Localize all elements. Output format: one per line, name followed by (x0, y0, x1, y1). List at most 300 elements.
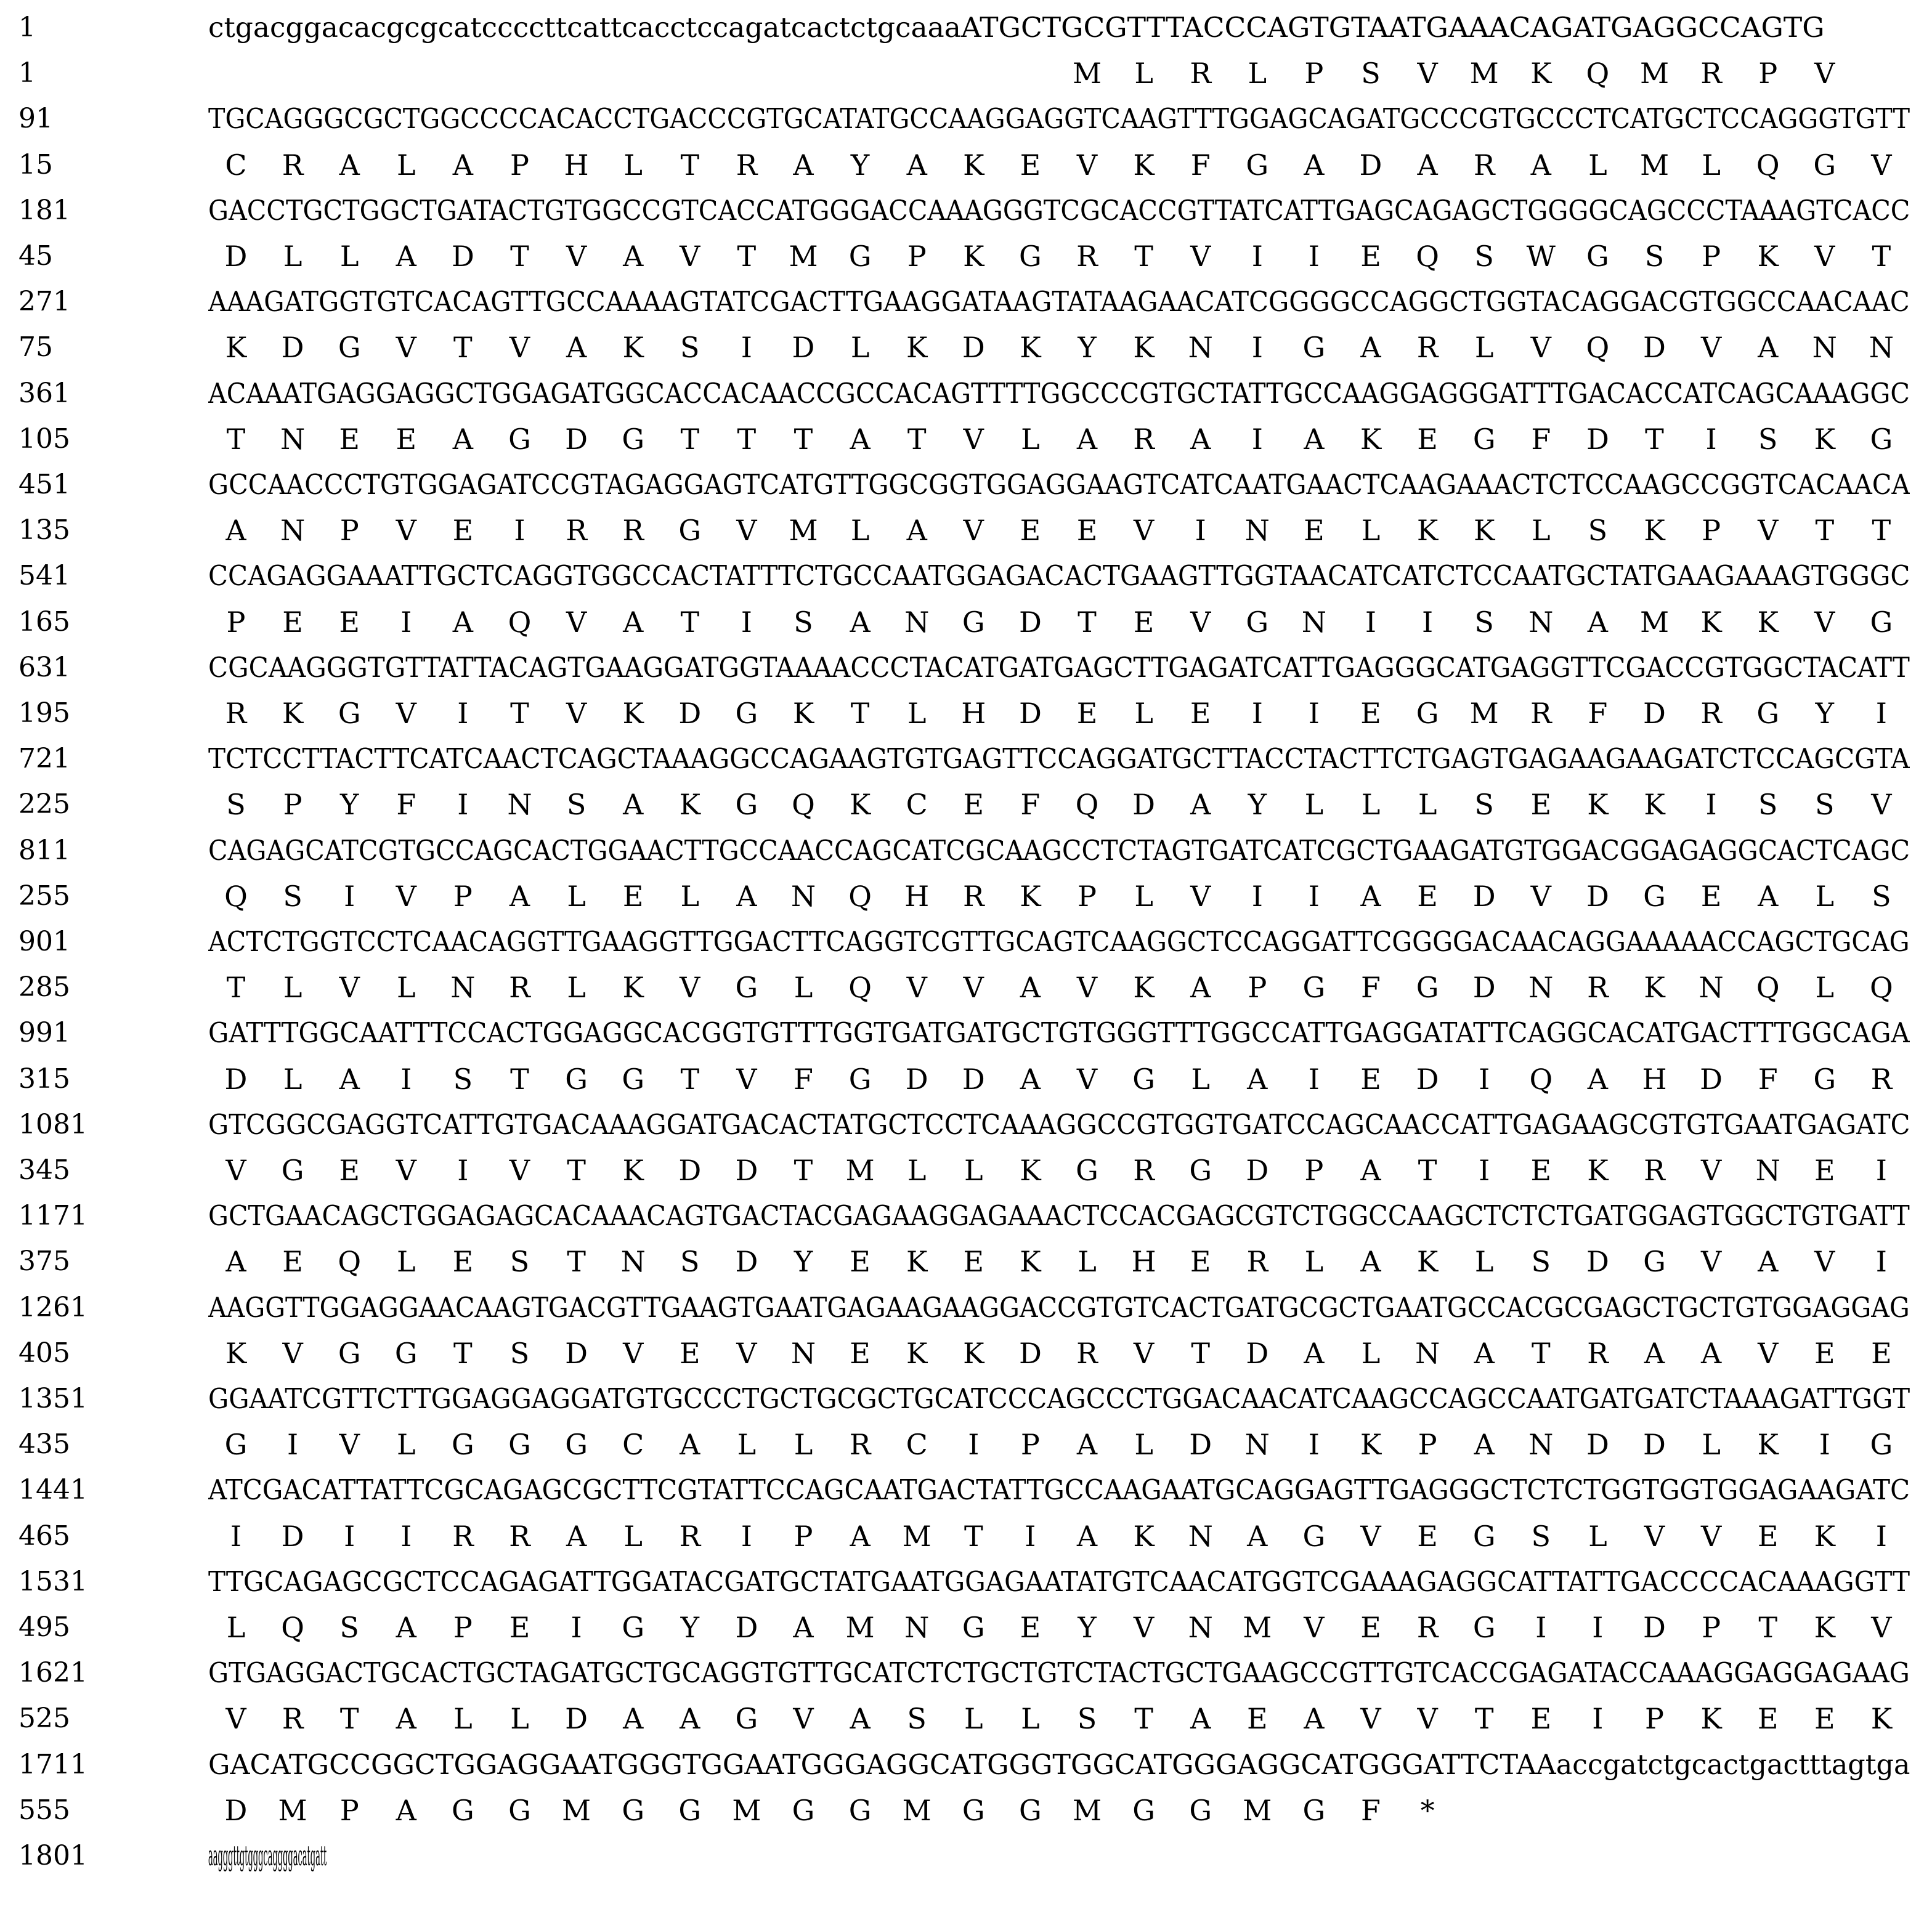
amino-acid: K (282, 697, 304, 730)
amino-acid: R (1416, 331, 1439, 365)
amino-acid: A (1758, 1245, 1779, 1279)
amino-acid: K (1474, 514, 1495, 548)
amino-acid: V (1360, 1519, 1381, 1553)
amino-acid: V (1700, 331, 1722, 365)
amino-acid: Q (792, 788, 815, 822)
amino-acid: P (794, 1519, 813, 1553)
amino-acid: V (1758, 514, 1779, 548)
amino-acid: N (790, 879, 816, 913)
amino-acid: L (1021, 422, 1040, 456)
amino-acid: K (1587, 1154, 1609, 1187)
amino-acid: N (1188, 1519, 1213, 1553)
amino-acid: R (1870, 1062, 1893, 1096)
amino-acid: R (1587, 971, 1609, 1005)
amino-acid: I (514, 514, 526, 548)
amino-acid: M (1072, 57, 1102, 91)
amino-acid: L (794, 971, 813, 1005)
nucleotide-position: 361 (18, 377, 70, 409)
amino-acid: G (565, 1062, 588, 1096)
amino-acid: S (566, 788, 586, 822)
amino-acid: P (283, 788, 302, 822)
amino-acid: M (562, 1793, 591, 1827)
residue-position: 1 (18, 57, 36, 89)
amino-acid: L (397, 1245, 416, 1279)
amino-acid: M (902, 1793, 932, 1827)
amino-acid: A (680, 1428, 700, 1462)
nucleotide-position: 721 (18, 743, 70, 775)
amino-acid: N (280, 422, 306, 456)
amino-acid: E (1360, 697, 1381, 730)
amino-acid: I (344, 1519, 355, 1553)
residue-position: 405 (18, 1337, 70, 1369)
amino-acid: L (907, 1154, 927, 1187)
amino-acid: G (1246, 148, 1269, 182)
amino-acid: Y (340, 788, 359, 822)
nucleotide-position: 181 (18, 194, 70, 226)
amino-acid: D (1018, 605, 1042, 639)
amino-acid: L (1588, 1519, 1607, 1553)
residue-position: 525 (18, 1703, 70, 1735)
amino-acid: G (224, 1428, 248, 1462)
amino-acid: L (1191, 1062, 1210, 1096)
amino-acid: G (394, 1336, 418, 1370)
amino-acid: N (1188, 1611, 1213, 1644)
amino-acid: I (1195, 514, 1206, 548)
amino-acid: T (1872, 240, 1891, 273)
amino-acid: R (1133, 1154, 1155, 1187)
residue-position: 135 (18, 514, 70, 546)
amino-acid: V (396, 1154, 416, 1187)
amino-acid: G (452, 1428, 474, 1462)
amino-acid: R (1700, 697, 1722, 730)
amino-acid: E (1417, 422, 1438, 456)
amino-acid: D (281, 331, 304, 365)
amino-acid: S (1758, 788, 1778, 822)
amino-acid: G (1416, 971, 1439, 1005)
amino-acid: N (1528, 1428, 1554, 1462)
amino-acid: N (1244, 1428, 1270, 1462)
amino-acid: V (1871, 1611, 1892, 1644)
amino-acid: G (508, 1793, 531, 1827)
protein-row (0, 873, 1932, 919)
amino-acid: G (962, 605, 985, 639)
protein-row (0, 1056, 1932, 1102)
amino-acid: E (509, 1611, 530, 1644)
dna-sequence: TCTCCTTACTTCATCAACTCAGCTAAAGGCCAGAAGTGTGAGTTCCAGGATGCTTACCTACTTCTGAGTGAGAAGAAGATCTCCAGCGTA (208, 742, 1910, 776)
amino-acid: K (1133, 331, 1155, 365)
amino-acid: L (737, 1428, 757, 1462)
amino-acid: N (1188, 331, 1213, 365)
dna-row (0, 736, 1932, 782)
amino-acid: K (906, 1245, 928, 1279)
amino-acid: Q (1416, 240, 1439, 273)
amino-acid: N (1699, 971, 1724, 1005)
amino-acid: Y (680, 1611, 699, 1644)
amino-acid: H (1131, 1245, 1156, 1279)
amino-acid: S (1077, 1702, 1097, 1736)
amino-acid: G (1132, 1062, 1155, 1096)
amino-acid: V (736, 514, 757, 548)
nucleotide-position: 1531 (18, 1565, 87, 1597)
amino-acid: I (400, 605, 412, 639)
amino-acid: R (1133, 422, 1155, 456)
dna-row (0, 1742, 1932, 1788)
amino-acid: S (1758, 422, 1778, 456)
amino-acid: V (680, 971, 700, 1005)
amino-acid: T (1474, 1702, 1494, 1736)
amino-acid: N (450, 971, 476, 1005)
dna-row (0, 188, 1932, 233)
protein-row (0, 508, 1932, 553)
amino-acid: D (1018, 1336, 1042, 1370)
amino-acid: D (224, 1793, 248, 1827)
amino-acid: A (623, 240, 644, 273)
amino-acid: K (1587, 788, 1609, 822)
amino-acid: D (1472, 971, 1496, 1005)
amino-acid: I (344, 879, 355, 913)
amino-acid: I (1251, 879, 1263, 913)
protein-row (0, 1239, 1932, 1284)
amino-acid: M (902, 1519, 932, 1553)
amino-acid: G (1132, 1793, 1155, 1827)
amino-acid: N (1301, 605, 1327, 639)
dna-row (0, 1102, 1932, 1148)
amino-acid: E (1530, 788, 1552, 822)
amino-acid: K (622, 697, 644, 730)
amino-acid: A (1076, 1428, 1098, 1462)
amino-acid: H (904, 879, 930, 913)
amino-acid: V (1076, 971, 1098, 1005)
amino-acid: V (1133, 1336, 1155, 1370)
nucleotide-position: 991 (18, 1017, 70, 1049)
amino-acid: Q (338, 1245, 362, 1279)
amino-acid: D (1643, 1428, 1666, 1462)
amino-acid: S (1531, 1519, 1551, 1553)
amino-acid: L (1361, 514, 1381, 548)
amino-acid: F (1361, 1793, 1381, 1827)
amino-acid: K (1530, 57, 1552, 91)
residue-position: 465 (18, 1520, 70, 1552)
protein-row (0, 1514, 1932, 1559)
amino-acid: A (509, 879, 530, 913)
dna-sequence: GACATGCCGGCTGGAGGAATGGGTGGAATGGGAGGCATGGGTGGCATGGGAGGCATGGGATTCTAAaccgatctgcactgactttagtga (208, 1748, 1910, 1781)
amino-acid: V (396, 879, 416, 913)
amino-acid: G (962, 1793, 985, 1827)
amino-acid: K (622, 331, 644, 365)
amino-acid: R (566, 514, 587, 548)
amino-acid: L (1815, 879, 1835, 913)
amino-acid: I (457, 697, 469, 730)
amino-acid: A (906, 514, 927, 548)
amino-acid: Q (224, 879, 248, 913)
amino-acid: K (1133, 1519, 1155, 1553)
amino-acid: K (1360, 1428, 1382, 1462)
amino-acid: V (1133, 514, 1155, 548)
nucleotide-position: 1 (18, 12, 36, 43)
amino-acid: A (850, 1702, 871, 1736)
amino-acid: N (507, 788, 532, 822)
amino-acid: N (904, 1611, 930, 1644)
amino-acid: K (1814, 422, 1835, 456)
amino-acid: E (1814, 1702, 1835, 1736)
amino-acid: V (736, 1062, 757, 1096)
amino-acid: H (1642, 1062, 1667, 1096)
amino-acid: E (1076, 514, 1098, 548)
amino-acid: K (906, 331, 928, 365)
amino-acid: I (457, 788, 469, 822)
amino-acid: D (1359, 148, 1382, 182)
amino-acid: E (339, 422, 360, 456)
amino-acid: E (1020, 148, 1041, 182)
amino-acid: Y (1248, 788, 1267, 822)
amino-acid: M (1469, 57, 1499, 91)
nucleotide-position: 91 (18, 103, 53, 135)
amino-acid: G (735, 697, 758, 730)
amino-acid: V (1417, 1702, 1438, 1736)
amino-acid: R (1190, 57, 1211, 91)
amino-acid: C (906, 1428, 928, 1462)
amino-acid: A (1190, 971, 1211, 1005)
amino-acid: N (1244, 514, 1270, 548)
amino-acid: V (396, 697, 416, 730)
amino-acid: I (1479, 1062, 1490, 1096)
amino-acid: A (396, 1702, 416, 1736)
amino-acid: M (1243, 1611, 1272, 1644)
amino-acid: T (680, 605, 700, 639)
amino-acid: V (1758, 1336, 1779, 1370)
amino-acid: I (1875, 1519, 1887, 1553)
amino-acid: E (339, 605, 360, 639)
amino-acid: V (509, 1154, 530, 1187)
amino-acid: A (452, 422, 473, 456)
amino-acid: A (225, 1245, 246, 1279)
nucleotide-position: 541 (18, 560, 70, 592)
protein-row (0, 1696, 1932, 1741)
amino-acid: A (566, 331, 587, 365)
amino-acid: E (1360, 1611, 1381, 1644)
amino-acid: N (1528, 605, 1554, 639)
amino-acid: L (850, 331, 870, 365)
amino-acid: V (282, 1336, 303, 1370)
amino-acid: D (1643, 331, 1666, 365)
protein-row (0, 1788, 1932, 1833)
amino-acid: V (680, 240, 700, 273)
amino-acid: G (1813, 148, 1837, 182)
amino-acid: R (1644, 1154, 1665, 1187)
amino-acid: A (1304, 422, 1325, 456)
amino-acid: D (565, 1702, 588, 1736)
amino-acid: V (1814, 240, 1835, 273)
amino-acid: E (1190, 697, 1211, 730)
amino-acid: V (1133, 1611, 1155, 1644)
amino-acid: E (1020, 514, 1041, 548)
amino-acid: A (1020, 971, 1041, 1005)
amino-acid: K (225, 1336, 247, 1370)
amino-acid: G (508, 1428, 531, 1462)
dna-row (0, 553, 1932, 599)
protein-row (0, 691, 1932, 736)
amino-acid: T (453, 331, 473, 365)
amino-acid: Q (1586, 57, 1610, 91)
amino-acid: A (225, 514, 246, 548)
amino-acid: R (1587, 1336, 1609, 1370)
amino-acid: K (1757, 240, 1779, 273)
residue-position: 165 (18, 606, 70, 638)
amino-acid: K (963, 240, 984, 273)
amino-acid: Y (1078, 1611, 1097, 1644)
amino-acid: S (1531, 1245, 1551, 1279)
amino-acid: S (453, 1062, 473, 1096)
amino-acid: P (1304, 1154, 1324, 1187)
amino-acid: I (1535, 1611, 1547, 1644)
amino-acid: Y (794, 1245, 813, 1279)
amino-acid: I (1251, 697, 1263, 730)
amino-acid: I (570, 1611, 582, 1644)
amino-acid: G (622, 1611, 645, 1644)
amino-acid: A (1587, 605, 1608, 639)
amino-acid: E (1814, 1336, 1835, 1370)
amino-acid: G (1019, 240, 1042, 273)
amino-acid: G (735, 971, 758, 1005)
amino-acid: G (962, 1611, 985, 1644)
amino-acid: I (741, 331, 752, 365)
amino-acid: D (1643, 697, 1666, 730)
amino-acid: G (1416, 697, 1439, 730)
amino-acid: E (1757, 1519, 1779, 1553)
amino-acid: T (1758, 1611, 1778, 1644)
amino-acid: K (849, 788, 871, 822)
amino-acid: E (1360, 240, 1381, 273)
amino-acid: V (963, 971, 984, 1005)
amino-acid: K (1757, 1428, 1779, 1462)
amino-acid: R (622, 514, 644, 548)
protein-row (0, 416, 1932, 462)
amino-acid: S (509, 1245, 530, 1279)
amino-acid: T (567, 1245, 586, 1279)
dna-row (0, 1559, 1932, 1605)
dna-sequence: TTGCAGAGCGCTCCAGAGATTGGATACGATGCTATGAATGGAGAATATGTCAACATGGTCGAAAGAGGCATTATTGACCCCACAAAGGTT (208, 1565, 1910, 1598)
amino-acid: R (736, 148, 758, 182)
nucleotide-position: 1171 (18, 1200, 87, 1232)
dna-row (0, 1833, 1932, 1879)
amino-acid: E (1871, 1336, 1892, 1370)
amino-acid: A (1360, 1245, 1381, 1279)
amino-acid: P (1304, 57, 1324, 91)
amino-acid: D (1586, 879, 1609, 913)
amino-acid: M (845, 1154, 875, 1187)
amino-acid: F (396, 788, 416, 822)
amino-acid: I (1308, 697, 1320, 730)
amino-acid: K (1644, 514, 1665, 548)
amino-acid: L (1532, 514, 1551, 548)
nucleotide-position: 631 (18, 651, 70, 683)
amino-acid: E (850, 1245, 871, 1279)
amino-acid: D (224, 1062, 248, 1096)
amino-acid: L (1474, 1245, 1494, 1279)
amino-acid: N (1812, 331, 1837, 365)
amino-acid: L (1418, 788, 1437, 822)
amino-acid: I (400, 1062, 412, 1096)
amino-acid: G (735, 1702, 758, 1736)
amino-acid: I (1308, 240, 1320, 273)
dna-sequence: GATTTGGCAATTTCCACTGGAGGCACGGTGTTTGGTGATGATGCTGTGGGTTTGGCCATTGAGGATATTCAGGCACATGACTTTGGCAGA (208, 1016, 1910, 1050)
amino-acid: E (1700, 879, 1722, 913)
amino-acid: T (1815, 514, 1835, 548)
amino-acid: S (1815, 788, 1835, 822)
amino-acid: G (338, 1336, 361, 1370)
amino-acid: T (794, 422, 813, 456)
dna-sequence: GTCGGCGAGGTCATTGTGACAAAGGATGACACTATGCTCCTCAAAGGCCGTGGTGATCCAGCAACCATTGAGAAGCGTGTGAATGAGATC (208, 1108, 1910, 1141)
amino-acid: D (1416, 1062, 1439, 1096)
amino-acid: D (905, 1062, 928, 1096)
amino-acid: L (283, 1062, 302, 1096)
amino-acid: K (1416, 514, 1439, 548)
protein-row (0, 51, 1932, 96)
amino-acid: G (735, 788, 758, 822)
residue-position: 435 (18, 1429, 70, 1461)
amino-acid: V (623, 1336, 644, 1370)
amino-acid: T (737, 240, 757, 273)
amino-acid: A (1530, 148, 1551, 182)
amino-acid: Q (1586, 331, 1610, 365)
amino-acid: A (793, 1611, 814, 1644)
nucleotide-position: 1351 (18, 1383, 87, 1414)
dna-sequence: GCCAACCCTGTGGAGATCCGTAGAGGAGTCATGTTGGCGGTGGAGGAAGTCATCAATGAACTCAAGAAACTCTCCAAGCCGGTCACAACA (208, 468, 1910, 501)
amino-acid: S (226, 788, 246, 822)
amino-acid: G (1472, 1519, 1496, 1553)
amino-acid: F (1361, 971, 1381, 1005)
amino-acid: D (735, 1611, 758, 1644)
dna-sequence: AAAGATGGTGTCACAGTTGCCAAAAGTATCGACTTGAAGGATAAGTATAAGAACATCGGGGCCAGGCTGGTACAGGACGTGGCCAACAAC (208, 285, 1910, 318)
amino-acid: T (1191, 1336, 1211, 1370)
amino-acid: I (1308, 1428, 1320, 1462)
amino-acid: M (1639, 148, 1670, 182)
amino-acid: E (1304, 514, 1325, 548)
amino-acid: E (1417, 1519, 1438, 1553)
amino-acid: I (1875, 1154, 1887, 1187)
amino-acid: M (1243, 1793, 1272, 1827)
amino-acid: I (1479, 1154, 1490, 1187)
amino-acid: L (339, 240, 359, 273)
amino-acid: V (1190, 879, 1211, 913)
amino-acid: L (1702, 1428, 1721, 1462)
amino-acid: Q (281, 1611, 304, 1644)
amino-acid: V (1417, 57, 1438, 91)
dna-row (0, 1010, 1932, 1056)
amino-acid: E (1247, 1702, 1268, 1736)
residue-position: 495 (18, 1611, 70, 1643)
amino-acid: L (397, 1428, 416, 1462)
amino-acid: L (1702, 148, 1721, 182)
amino-acid: I (1308, 1062, 1320, 1096)
amino-acid: M (845, 1611, 875, 1644)
amino-acid: T (964, 1519, 983, 1553)
amino-acid: Y (850, 148, 870, 182)
amino-acid: G (1643, 879, 1666, 913)
amino-acid: K (1814, 1611, 1835, 1644)
stop-codon: * (1420, 1793, 1435, 1827)
amino-acid: H (961, 697, 986, 730)
residue-position: 195 (18, 697, 70, 729)
amino-acid: E (622, 879, 644, 913)
amino-acid: S (1872, 879, 1891, 913)
amino-acid: R (1530, 697, 1552, 730)
residue-position: 15 (18, 148, 53, 180)
protein-row (0, 599, 1932, 645)
amino-acid: A (680, 1702, 700, 1736)
amino-acid: L (1021, 1702, 1040, 1736)
amino-acid: T (907, 422, 927, 456)
